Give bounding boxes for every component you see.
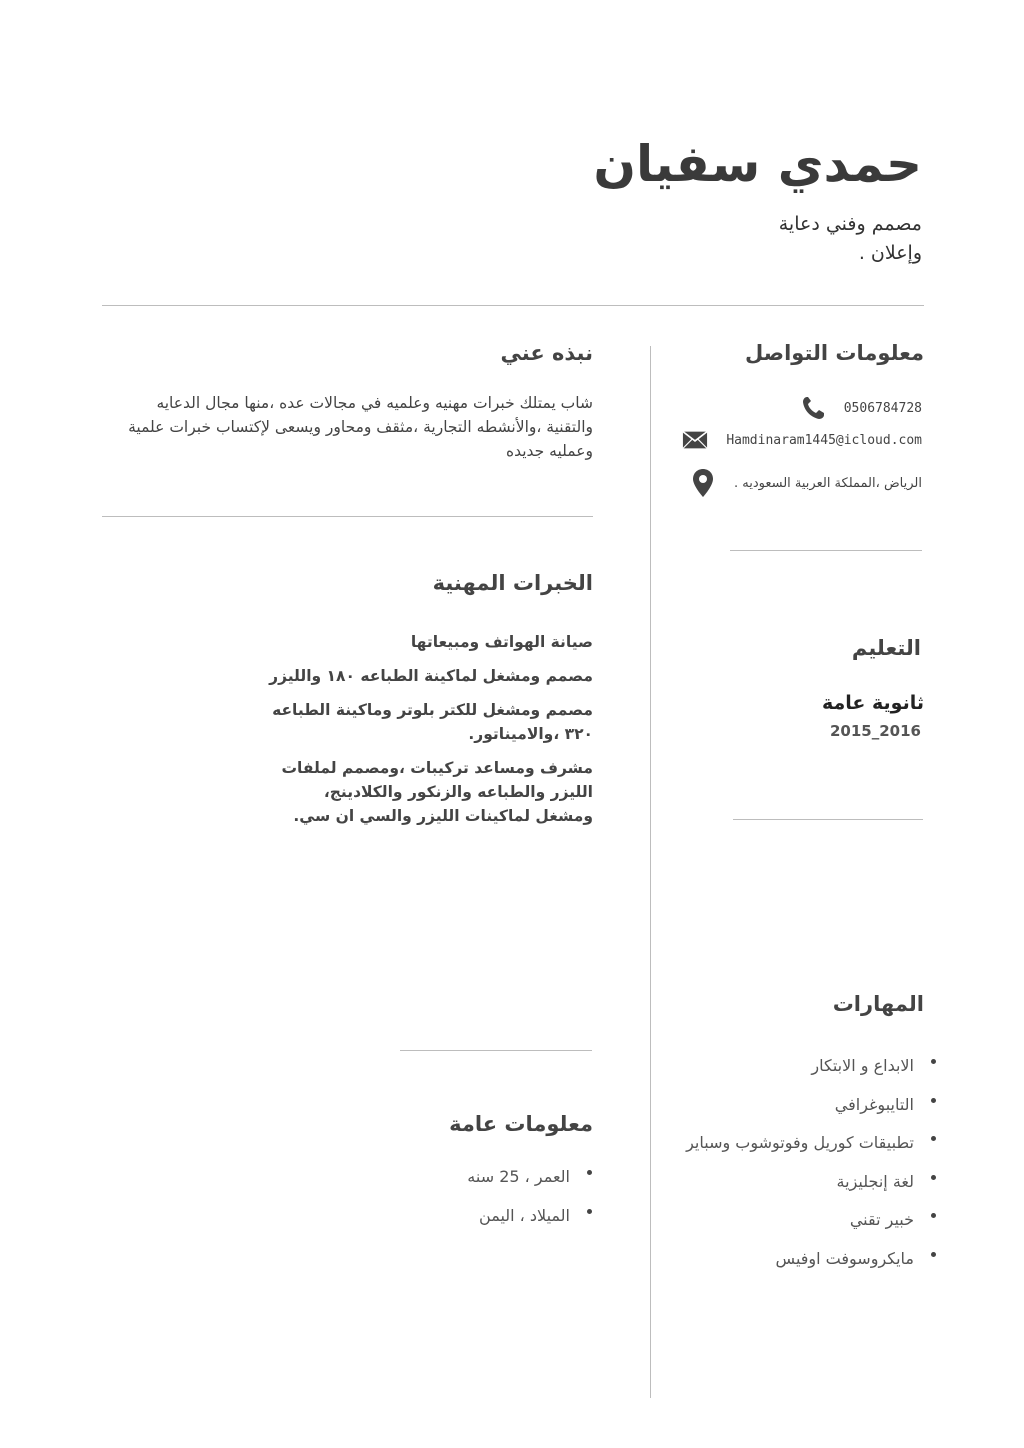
general-info-heading: معلومات عامة <box>449 1112 593 1136</box>
contact-email-row <box>682 427 922 453</box>
contact-phone-row <box>800 395 922 421</box>
column-divider <box>650 346 651 1398</box>
experience-item: صيانة الهواتف ومبيعاتها <box>410 633 593 651</box>
envelope-icon <box>682 427 708 453</box>
phone-icon <box>800 395 826 421</box>
general-info-item: الميلاد ، اليمن <box>370 1197 570 1236</box>
email-address: Hamdinaram1445@icloud.com <box>726 432 922 448</box>
experience-list <box>263 630 593 838</box>
experience-item: مشرف ومساعد تركيبات ،ومصمم لملفات الليزر والطباعه والزنكور والكلادينج، ومشغل لماكينات الليزر والسي ان سي. <box>281 759 593 825</box>
skills-list <box>684 1047 914 1278</box>
education-years: 2015_2016 <box>830 722 921 740</box>
contact-heading: معلومات التواصل <box>745 341 924 365</box>
location-text: الرياض ،المملكة العربية السعوديه . <box>733 475 922 491</box>
contact-location-row <box>690 470 922 496</box>
about-heading: نبذه عني <box>500 341 593 365</box>
skill-item: لغة إنجليزية <box>684 1163 914 1202</box>
experience-divider <box>400 1050 592 1051</box>
skill-item: خبير تقني <box>684 1201 914 1240</box>
skill-item: تطبيقات كوريل وفوتوشوب وسباير <box>684 1124 914 1163</box>
location-pin-icon <box>690 470 716 496</box>
about-text: شاب يمتلك خبرات مهنيه وعلميه في مجالات عده ،منها مجال الدعايه والتقنية ،والأنشطه التجارية ،مثقف ومحاور ويسعى لإكتساب خبرات علمية وعمليه جديده <box>128 394 593 460</box>
skill-item: مايكروسوفت اوفيس <box>684 1240 914 1279</box>
experience-heading: الخبرات المهنية <box>432 571 593 595</box>
resume-name: حمدي سفيان <box>593 135 922 193</box>
about-divider <box>102 516 593 517</box>
education-heading: التعليم <box>851 636 921 660</box>
phone-number: 0506784728 <box>843 400 922 416</box>
general-info-item: العمر ، 25 سنه <box>370 1158 570 1197</box>
education-divider <box>733 819 923 820</box>
skill-item: التايبوغرافي <box>684 1086 914 1125</box>
skill-item: الابداع و الابتكار <box>684 1047 914 1086</box>
experience-item: مصمم ومشغل لماكينة الطباعه ١٨٠ والليزر <box>269 667 593 685</box>
general-info-list <box>370 1158 570 1235</box>
skills-heading: المهارات <box>832 992 924 1016</box>
education-degree: ثانوية عامة <box>822 692 924 714</box>
header-divider <box>102 305 924 306</box>
job-title: مصمم وفني دعاية وإعلان . <box>778 213 922 264</box>
contact-divider <box>730 550 922 551</box>
experience-item: مصمم ومشغل للكتر بلوتر وماكينة الطباعه ٣٢٠ ،والاميناتور. <box>272 701 593 743</box>
